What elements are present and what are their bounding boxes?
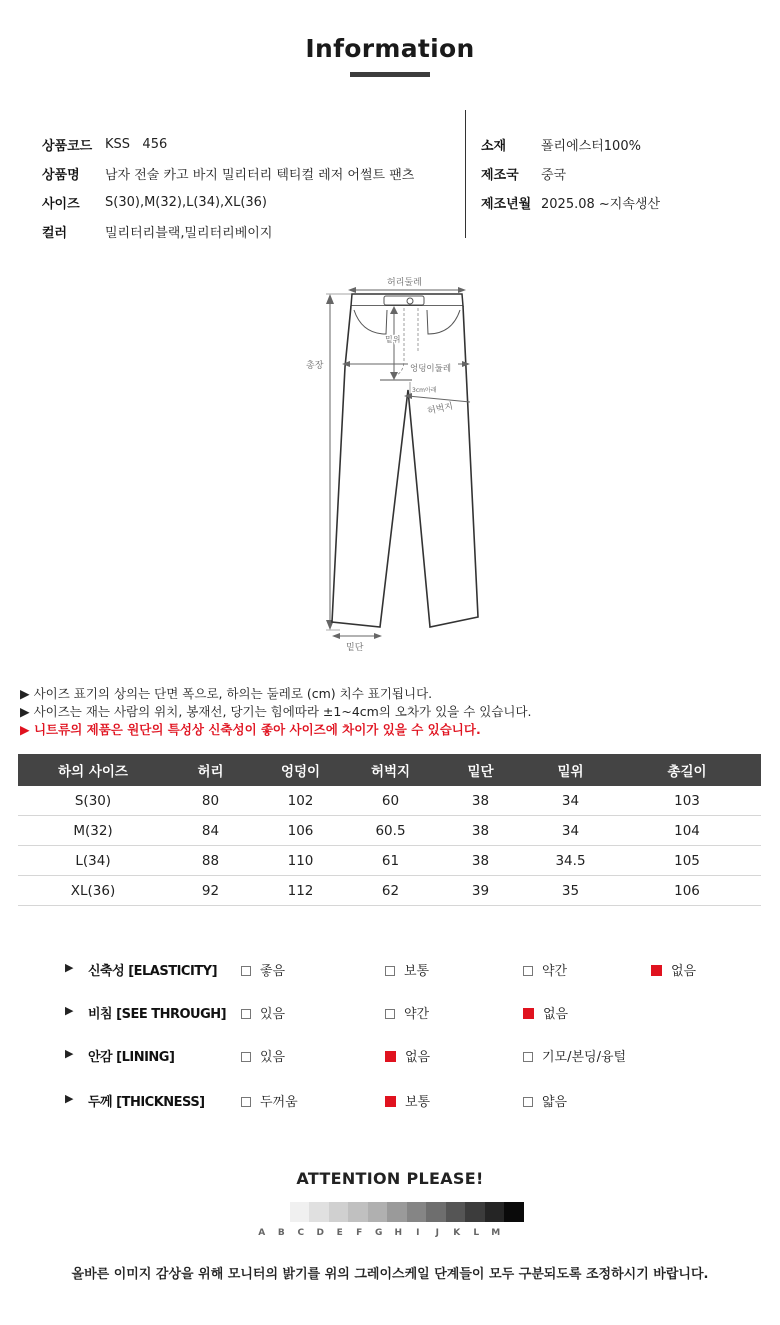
attribute-option xyxy=(241,960,285,979)
info-key: 상품코드 xyxy=(42,139,93,154)
gray-letter: L xyxy=(473,1228,480,1238)
attribute-label: 신축성 [ELASTICITY] xyxy=(88,964,218,979)
info-value: S(30),M(32),L(34),XL(36) xyxy=(105,195,267,210)
attribute-option xyxy=(385,960,429,979)
product-info-left xyxy=(42,130,414,246)
product-info-right xyxy=(481,130,660,217)
triangle-bullet-icon: ▶ xyxy=(65,1092,74,1105)
option-text: 좋음 xyxy=(260,964,286,979)
gray-letter: G xyxy=(375,1228,383,1238)
gray-swatch xyxy=(426,1202,446,1222)
info-row xyxy=(42,130,414,159)
option-text: 있음 xyxy=(260,1050,286,1065)
gray-swatch xyxy=(485,1202,505,1222)
info-value: 밀리터리블랙,밀리터리베이지 xyxy=(105,226,273,241)
table-cell: 35 xyxy=(528,876,613,906)
thigh-offset-label: 3cm아래 xyxy=(412,387,437,394)
triangle-bullet-icon: ▶ xyxy=(65,1047,74,1060)
table-cell: 60 xyxy=(348,786,433,816)
table-header: 하의 사이즈 xyxy=(18,754,168,786)
attribute-option xyxy=(241,1046,285,1065)
hip-label: 엉덩이둘레 xyxy=(410,364,452,374)
info-key: 소재 xyxy=(481,139,507,154)
size-table xyxy=(18,754,761,906)
brightness-note: 올바른 이미지 감상을 위해 모니터의 밝기를 위의 그레이스케일 단계들이 모두 구분되도록 조정하시기 바랍니다. xyxy=(71,1267,709,1282)
gray-letter: B xyxy=(277,1228,285,1238)
table-header: 총길이 xyxy=(613,754,761,786)
attribute-option xyxy=(385,1003,429,1022)
waist-label: 허리둘레 xyxy=(387,278,422,288)
attribute-option xyxy=(523,1046,626,1065)
table-cell: 34 xyxy=(528,786,613,816)
gray-swatch xyxy=(446,1202,466,1222)
info-row xyxy=(42,188,414,217)
gray-letter: M xyxy=(491,1228,501,1238)
table-cell: XL(36) xyxy=(18,876,168,906)
info-key: 컬러 xyxy=(42,226,68,241)
checkbox-icon xyxy=(523,966,533,976)
gray-swatch xyxy=(270,1202,290,1222)
gray-letter: K xyxy=(453,1228,461,1238)
option-text: 약간 xyxy=(542,964,568,979)
title-underline xyxy=(350,72,430,77)
info-value: 남자 전술 카고 바지 밀리터리 텍티컬 레저 어썰트 팬츠 xyxy=(105,168,415,183)
table-row xyxy=(18,876,761,906)
table-row xyxy=(18,786,761,816)
gray-letter: A xyxy=(258,1228,266,1238)
table-cell: 84 xyxy=(168,816,253,846)
note-line-warning: ▶ 니트류의 제품은 원단의 특성상 신축성이 좋아 사이즈에 차이가 있을 수 있습니다. xyxy=(20,722,481,737)
option-text: 보통 xyxy=(404,964,430,979)
total-length-label: 총장 xyxy=(306,361,324,371)
triangle-bullet-icon: ▶ xyxy=(65,1004,74,1017)
table-row xyxy=(18,846,761,876)
gray-swatch xyxy=(329,1202,349,1222)
table-cell: 110 xyxy=(253,846,348,876)
info-row xyxy=(42,217,414,246)
gray-letter: C xyxy=(297,1228,305,1238)
gray-letter: J xyxy=(435,1228,439,1238)
info-key: 제조년월 xyxy=(481,197,532,212)
option-text: 없음 xyxy=(405,1050,431,1065)
info-row xyxy=(42,159,414,188)
table-cell: 61 xyxy=(348,846,433,876)
table-cell: 60.5 xyxy=(348,816,433,846)
table-cell: 34.5 xyxy=(528,846,613,876)
info-value: 폴리에스터100% xyxy=(541,139,641,154)
hem-label: 밑단 xyxy=(346,643,364,653)
gray-letter: D xyxy=(316,1228,324,1238)
checkbox-icon xyxy=(241,1052,251,1062)
table-cell: 39 xyxy=(433,876,528,906)
checked-box-icon xyxy=(385,1051,396,1062)
option-text: 있음 xyxy=(260,1007,286,1022)
table-header-row xyxy=(18,754,761,786)
attribute-option-selected xyxy=(385,1046,430,1065)
table-row xyxy=(18,816,761,846)
info-value: KSS 456 xyxy=(105,137,168,152)
table-cell: 38 xyxy=(433,816,528,846)
info-key: 제조국 xyxy=(481,168,519,183)
attribute-option-selected xyxy=(651,960,696,979)
note-line: ▶ 사이즈는 재는 사람의 위치, 봉재선, 당기는 힘에따라 ±1~4cm의 오차가 있을 수 있습니다. xyxy=(20,704,532,719)
table-cell: 38 xyxy=(433,846,528,876)
gray-swatch xyxy=(465,1202,485,1222)
gray-swatch xyxy=(348,1202,368,1222)
option-text: 얇음 xyxy=(542,1095,568,1110)
gray-swatch xyxy=(387,1202,407,1222)
table-cell: 106 xyxy=(253,816,348,846)
option-text: 약간 xyxy=(404,1007,430,1022)
table-header: 허벅지 xyxy=(348,754,433,786)
size-notes xyxy=(20,685,532,739)
table-cell: 80 xyxy=(168,786,253,816)
table-cell: 92 xyxy=(168,876,253,906)
gray-swatch xyxy=(309,1202,329,1222)
thigh-label: 허벅지 xyxy=(426,401,455,417)
info-row xyxy=(481,159,660,188)
table-header: 밑위 xyxy=(528,754,613,786)
checked-box-icon xyxy=(523,1008,534,1019)
info-divider xyxy=(465,110,466,238)
table-cell: 105 xyxy=(613,846,761,876)
gray-swatch xyxy=(290,1202,310,1222)
attribute-label: 비침 [SEE THROUGH] xyxy=(88,1007,227,1022)
checked-box-icon xyxy=(651,965,662,976)
gray-letter: E xyxy=(336,1228,343,1238)
table-cell: S(30) xyxy=(18,786,168,816)
rise-label: 밑위 xyxy=(385,335,401,344)
table-cell: 38 xyxy=(433,786,528,816)
attribute-label: 두께 [THICKNESS] xyxy=(88,1095,205,1110)
table-cell: 112 xyxy=(253,876,348,906)
page-title: Information xyxy=(305,34,475,63)
pants-size-diagram xyxy=(300,272,480,657)
table-cell: 103 xyxy=(613,786,761,816)
attribute-option xyxy=(523,1091,567,1110)
checked-box-icon xyxy=(385,1096,396,1107)
info-value: 2025.08 ~지속생산 xyxy=(541,197,661,212)
option-text: 없음 xyxy=(543,1007,569,1022)
checkbox-icon xyxy=(241,1009,251,1019)
gray-letter: F xyxy=(356,1228,363,1238)
gray-swatch xyxy=(504,1202,524,1222)
info-value: 중국 xyxy=(541,168,567,183)
grayscale-strip xyxy=(270,1202,524,1222)
gray-letter: I xyxy=(416,1228,420,1238)
gray-swatch xyxy=(368,1202,388,1222)
gray-letter: H xyxy=(394,1228,403,1238)
triangle-bullet-icon: ▶ xyxy=(65,961,74,974)
info-key: 상품명 xyxy=(42,168,80,183)
attribute-option-selected xyxy=(523,1003,568,1022)
info-key: 사이즈 xyxy=(42,197,80,212)
option-text: 두꺼움 xyxy=(260,1095,298,1110)
checkbox-icon xyxy=(241,1097,251,1107)
attribute-option xyxy=(241,1091,298,1110)
option-text: 기모/본딩/융털 xyxy=(542,1050,627,1065)
attribute-label: 안감 [LINING] xyxy=(88,1050,175,1065)
table-cell: 102 xyxy=(253,786,348,816)
table-cell: 62 xyxy=(348,876,433,906)
table-cell: 104 xyxy=(613,816,761,846)
info-row xyxy=(481,188,660,217)
table-header: 엉덩이 xyxy=(253,754,348,786)
gray-swatch xyxy=(407,1202,427,1222)
option-text: 없음 xyxy=(671,964,697,979)
table-cell: M(32) xyxy=(18,816,168,846)
attribute-option xyxy=(241,1003,285,1022)
table-cell: L(34) xyxy=(18,846,168,876)
checkbox-icon xyxy=(385,966,395,976)
option-text: 보통 xyxy=(405,1095,431,1110)
checkbox-icon xyxy=(523,1097,533,1107)
note-line: ▶ 사이즈 표기의 상의는 단면 폭으로, 하의는 둘레로 (cm) 치수 표기됩니다. xyxy=(20,686,433,701)
attention-title: ATTENTION PLEASE! xyxy=(296,1169,484,1188)
checkbox-icon xyxy=(385,1009,395,1019)
table-cell: 106 xyxy=(613,876,761,906)
table-header: 허리 xyxy=(168,754,253,786)
attribute-option-selected xyxy=(385,1091,430,1110)
checkbox-icon xyxy=(241,966,251,976)
table-header: 밑단 xyxy=(433,754,528,786)
info-row xyxy=(481,130,660,159)
grayscale-letters xyxy=(252,1228,506,1238)
table-cell: 88 xyxy=(168,846,253,876)
attribute-option xyxy=(523,960,567,979)
table-cell: 34 xyxy=(528,816,613,846)
checkbox-icon xyxy=(523,1052,533,1062)
